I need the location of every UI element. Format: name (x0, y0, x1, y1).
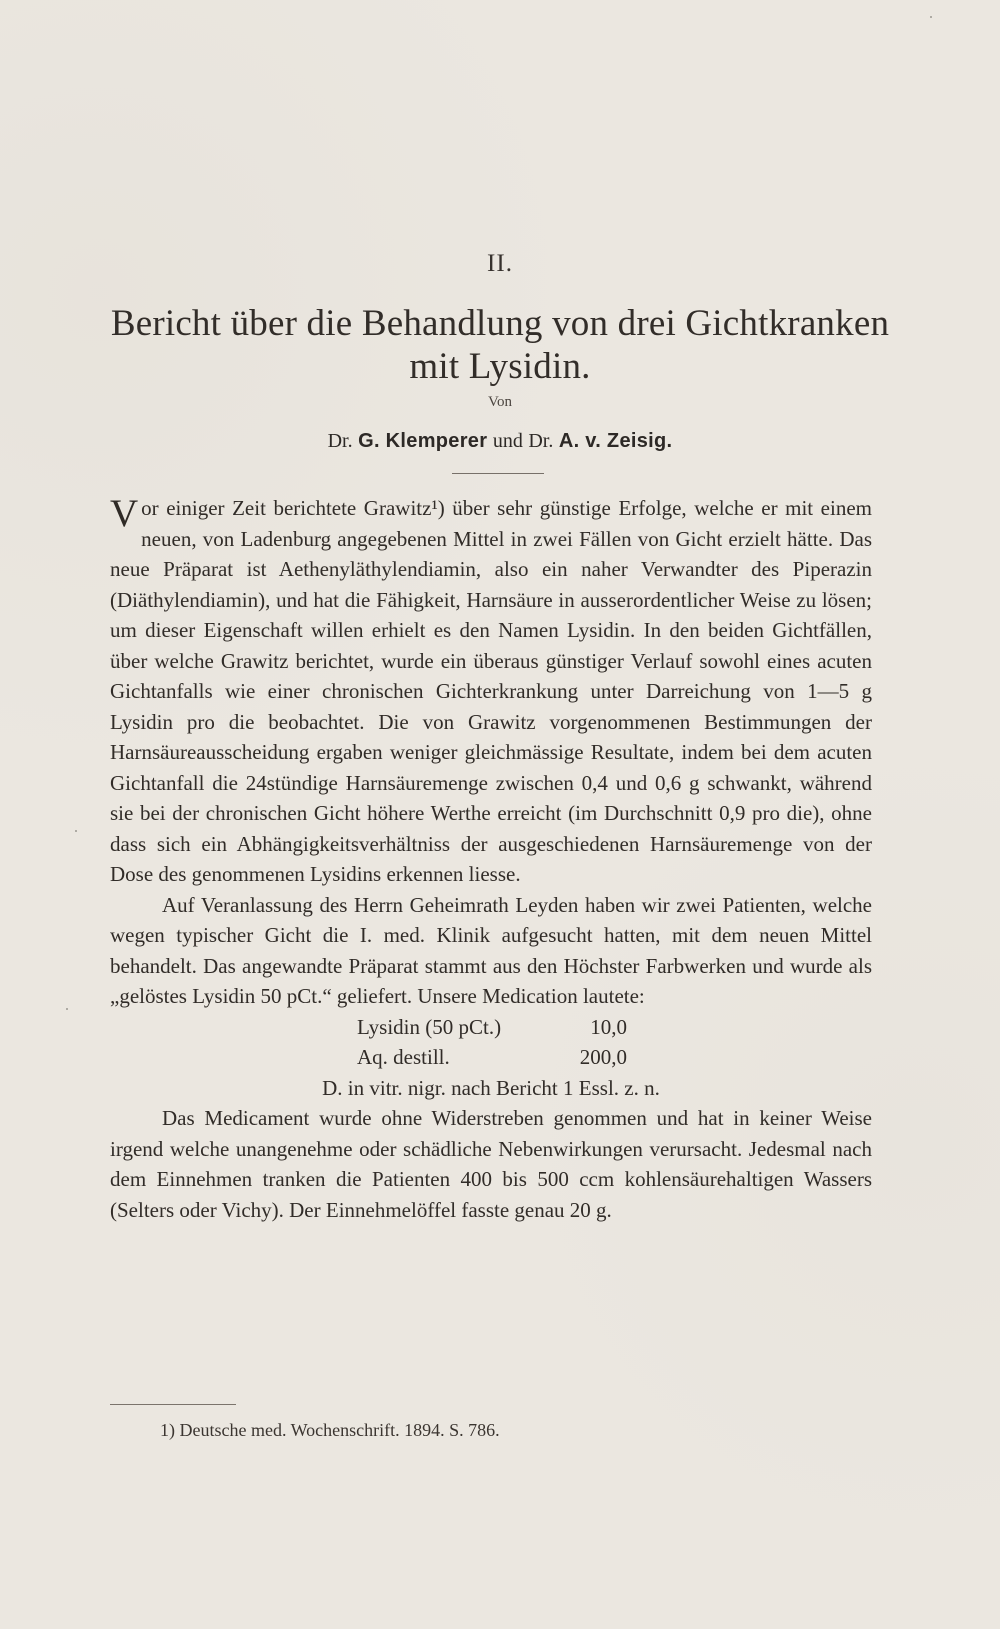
medication-dose: 200,0 (579, 1045, 627, 1069)
article-title (95, 302, 905, 388)
article-title-line-1: Bericht über die Behandlung von drei Gichtkranken (110, 303, 890, 344)
byline-word: Von (488, 394, 512, 410)
title-separator-rule (452, 473, 544, 474)
medication-row (357, 1012, 627, 1043)
author-conjunction: und (492, 430, 523, 452)
footnote: 1) Deutsche med. Wochenschrift. 1894. S. 786. (160, 1420, 500, 1440)
medication-row (357, 1042, 627, 1073)
author-1-name: G. Klemperer (358, 430, 488, 452)
article-title-line-2: mit Lysidin. (409, 346, 591, 387)
article-body (110, 493, 872, 1225)
print-speck (66, 1008, 68, 1010)
paragraph-2: Auf Veranlassung des Herrn Geheimrath Leyden haben wir zwei Patienten, welche wegen typischer Gicht die I. med. Klinik aufgesucht hatten, mit dem neuen Mittel behandelt. Das angewandte Präparat stammt aus den Höchster Farbwerken und wurde als „gelöstes Lysidin 50 pCt.“ geliefert. Unsere Medication lautete: (110, 892, 872, 1008)
author-1-title: Dr. (327, 430, 353, 452)
paragraph-1-text: or einiger Zeit berichtete Grawitz¹) über sehr günstige Erfolge, welche er mit einem neuen, von Ladenburg angegebenen Mittel in zwei Fällen von Gicht erzielt hätte. Das neue Präparat ist Aethenyläthylendiamin, also ein naher Verwandter des Piperazin (Diäthylendiamin), und hat die Fähigkeit, Harnsäure in ausserordentlicher Weise zu lösen; um dieser Eigenschaft willen erhielt es den Namen Lysidin. In den beiden Gichtfällen, über welche Grawitz berichtet, wurde ein überaus günstiger Verlauf sowohl eines acuten Gichtanfalls wie einer chronischen Gichterkrankung unter Darreichung von 1—5 g Lysidin pro die beobachtet. Die von Grawitz vorgenommenen Bestimmungen der Harnsäureausscheidung ergaben weniger gleichmässige Resultate, indem bei dem acuten Gichtanfall die 24stündige Harnsäuremenge zwischen 0,4 und 0,6 g schwankt, während sie bei der chronischen Gicht höhere Werthe erreicht (im Durchschnitt 0,9 pro die), ohne dass sich ein Abhängigkeitsverhältniss der ausgeschiedenen Harnsäuremenge von der Dose des genommenen Lysidins erkennen liesse. (110, 496, 872, 886)
paragraph-1 (110, 493, 872, 890)
medication-list (357, 1012, 627, 1073)
print-speck (930, 16, 932, 18)
paragraph-3: Das Medicament wurde ohne Widerstreben genommen und hat in keiner Weise irgend welche unangenehme oder schädliche Nebenwirkungen verursacht. Jedesmal nach dem Einnehmen tranken die Patienten 400 bis 500 ccm kohlensäurehaltigen Wassers (Selters oder Vichy). Der Einnehmelöffel fasste genau 20 g. (110, 1106, 872, 1222)
author-2-name: A. v. Zeisig. (558, 430, 673, 452)
footnote-rule (110, 1404, 236, 1405)
medication-name: Aq. destill. (357, 1045, 450, 1069)
medication-name: Lysidin (50 pCt.) (357, 1014, 502, 1039)
author-line (0, 427, 1000, 453)
author-2-title: Dr. (528, 430, 554, 452)
medication-dose: 10,0 (590, 1014, 627, 1039)
prescription-note: D. in vitr. nigr. nach Bericht 1 Essl. z. n. (322, 1075, 660, 1100)
drop-cap: V (110, 492, 139, 535)
print-speck (75, 830, 77, 832)
section-number: II. (487, 250, 513, 277)
